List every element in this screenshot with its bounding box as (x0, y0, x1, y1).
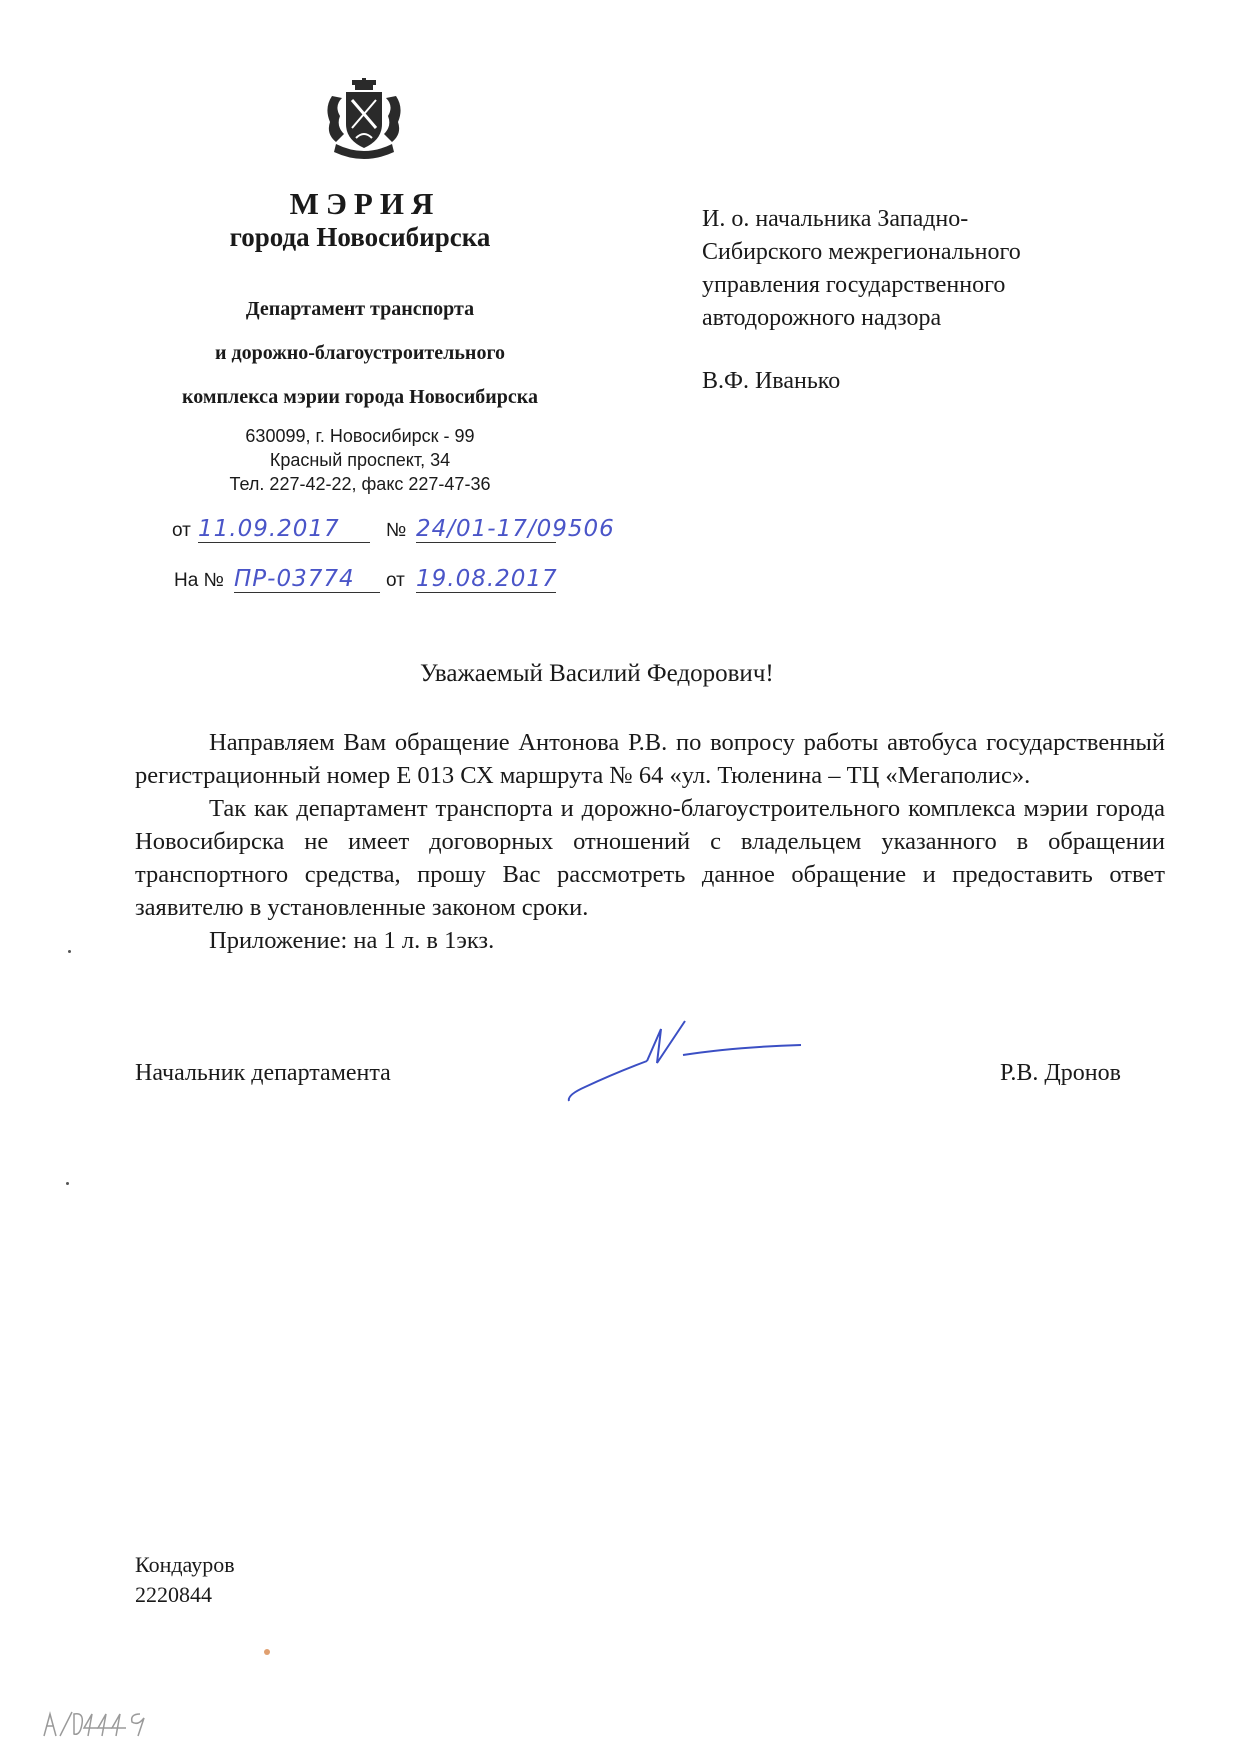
scan-speck (264, 1649, 270, 1655)
reply-date-handwritten: 19.08.2017 (416, 566, 558, 592)
header-city-subtitle: города Новосибирска (229, 222, 491, 252)
signatory-name: Р.В. Дронов (1000, 1060, 1121, 1086)
department-line-2: и дорожно-благоустроительного (214, 342, 506, 364)
paragraph-1: Направляем Вам обращение Антонова Р.В. по вопросу работы автобуса государственный регистрационный номер Е 013 СХ маршрута № 64 «ул. Тюленина – ТЦ «Мегаполис». (135, 729, 1165, 789)
executor-block (135, 1550, 235, 1610)
recipient-name: В.Ф. Иванько (702, 368, 841, 394)
scan-speck (68, 950, 71, 953)
reply-date-field (416, 566, 556, 593)
number-label: № (386, 520, 407, 541)
reply-number-field (234, 566, 380, 593)
recipient-block (702, 203, 1142, 335)
signatory-role: Начальник департамента (135, 1060, 391, 1086)
letter-body (135, 726, 1165, 957)
date-handwritten: 11.09.2017 (198, 516, 340, 542)
from-label: от (172, 520, 191, 541)
reply-from-label: от (386, 570, 405, 591)
address-line-2: Красный проспект, 34 (269, 450, 451, 470)
recipient-line-1: И. о. начальника Западно- (702, 206, 969, 232)
recipient-line-3: управления государственного (702, 272, 1006, 298)
executor-name: Кондауров (135, 1552, 235, 1577)
incoming-number-stamp-icon (40, 1706, 160, 1742)
reply-number-handwritten: ПР-03774 (234, 566, 355, 592)
executor-phone: 2220844 (135, 1582, 212, 1607)
address-line-3: Тел. 227-42-22, факс 227-47-36 (229, 474, 491, 494)
coat-of-arms-icon (322, 78, 406, 164)
reply-label: На № (174, 570, 224, 591)
salutation: Уважаемый Василий Федорович! (420, 660, 774, 687)
attachment-line: Приложение: на 1 л. в 1экз. (209, 927, 495, 954)
paragraph-2: Так как департамент транспорта и дорожно-благоустроительного комплекса мэрии города Новосибирска не имеет договорных отношений с владельцем указанного в обращении транспортного средства, прошу Вас рассмотреть данное обращение и предоставить ответ заявителю в установленные законом сроки. (135, 795, 1165, 921)
scan-speck (66, 1182, 69, 1185)
recipient-line-4: автодорожного надзора (702, 305, 942, 331)
number-handwritten: 24/01-17/09506 (416, 516, 615, 542)
recipient-line-2: Сибирского межрегионального (702, 239, 1021, 265)
header-city-title: МЭРИЯ (289, 186, 441, 221)
department-line-3: комплекса мэрии города Новосибирска (181, 386, 539, 408)
date-field (198, 516, 370, 543)
number-field (416, 516, 615, 543)
address-line-1: 630099, г. Новосибирск - 99 (245, 426, 475, 446)
handwritten-signature-icon (565, 1015, 805, 1105)
department-line-1: Департамент транспорта (245, 298, 475, 320)
